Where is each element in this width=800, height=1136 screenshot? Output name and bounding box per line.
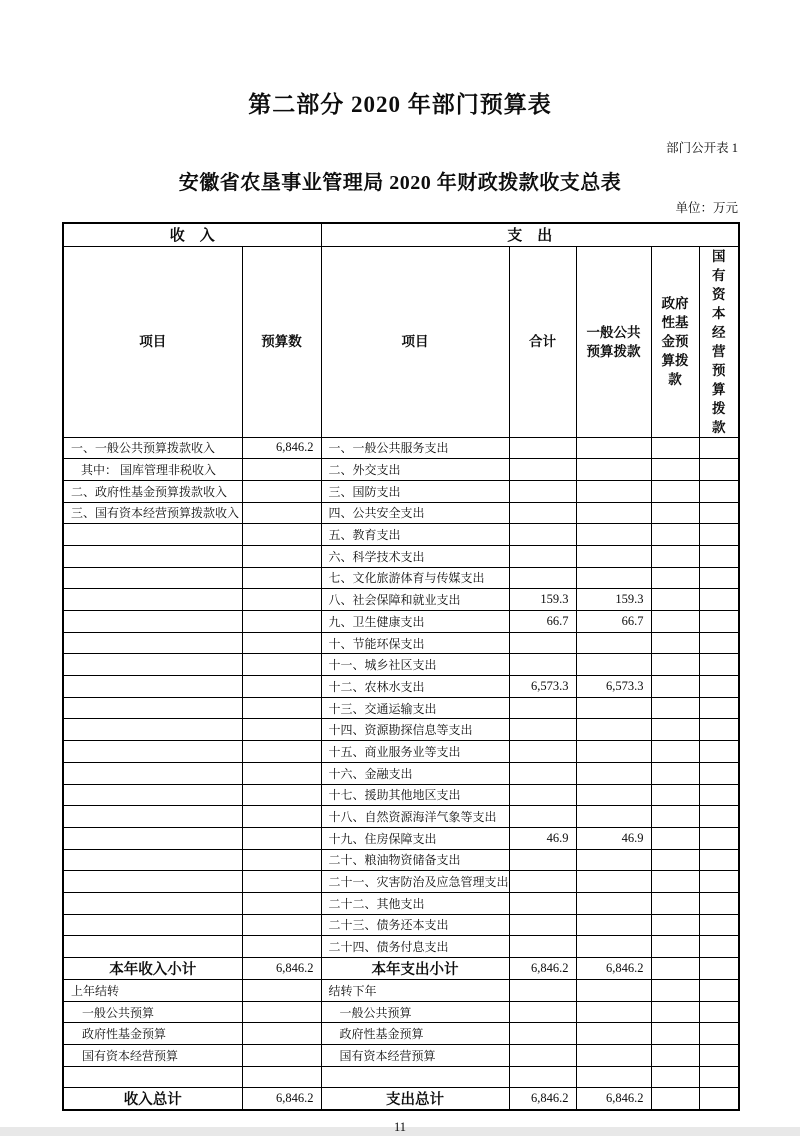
income-section-header: 收 入	[63, 223, 321, 246]
expenditure-total-cell	[509, 871, 576, 893]
expenditure-gov-fund-header: 政府性基金预算拨款	[651, 246, 699, 437]
document-content	[62, 0, 738, 1136]
income-budget-cell	[242, 589, 321, 611]
expenditure-item-cell: 十九、住房保障支出	[321, 827, 509, 849]
table-row	[63, 676, 739, 698]
income-budget-cell	[242, 676, 321, 698]
expenditure-state-capital-cell	[699, 589, 739, 611]
expenditure-gov-fund-cell	[651, 459, 699, 481]
expenditure-item-cell: 四、公共安全支出	[321, 502, 509, 524]
expenditure-gov-fund-cell	[651, 980, 699, 1002]
expenditure-state-capital-cell	[699, 871, 739, 893]
income-item-cell	[63, 567, 242, 589]
income-budget-cell: 6,846.2	[242, 437, 321, 459]
expenditure-gov-fund-cell	[651, 502, 699, 524]
expenditure-item-cell: 十三、交通运输支出	[321, 697, 509, 719]
expenditure-total-cell	[509, 936, 576, 958]
expenditure-item-cell: 二十二、其他支出	[321, 892, 509, 914]
expenditure-item-cell: 二十四、债务付息支出	[321, 936, 509, 958]
table-row	[63, 697, 739, 719]
expenditure-item-cell: 支出总计	[321, 1088, 509, 1111]
income-item-cell: 政府性基金预算	[63, 1023, 242, 1045]
expenditure-general-cell	[576, 545, 651, 567]
table-row	[63, 1066, 739, 1088]
expenditure-general-cell	[576, 871, 651, 893]
expenditure-general-cell	[576, 784, 651, 806]
expenditure-gov-fund-cell	[651, 654, 699, 676]
income-budget-cell: 6,846.2	[242, 1088, 321, 1111]
income-budget-cell	[242, 480, 321, 502]
expenditure-general-cell	[576, 502, 651, 524]
expenditure-gov-fund-cell	[651, 589, 699, 611]
expenditure-general-cell	[576, 914, 651, 936]
table-row	[63, 958, 739, 980]
expenditure-gov-fund-cell	[651, 567, 699, 589]
expenditure-item-cell: 十五、商业服务业等支出	[321, 741, 509, 763]
income-item-cell	[63, 676, 242, 698]
expenditure-total-cell	[509, 632, 576, 654]
expenditure-gov-fund-cell	[651, 827, 699, 849]
expenditure-gov-fund-cell	[651, 437, 699, 459]
income-budget-cell	[242, 1023, 321, 1045]
income-budget-cell	[242, 980, 321, 1002]
expenditure-gov-fund-cell	[651, 480, 699, 502]
expenditure-total-cell	[509, 914, 576, 936]
income-budget-cell	[242, 719, 321, 741]
expenditure-general-cell	[576, 849, 651, 871]
expenditure-total-cell	[509, 567, 576, 589]
table-row	[63, 762, 739, 784]
table-row	[63, 806, 739, 828]
expenditure-general-cell	[576, 437, 651, 459]
table-row	[63, 459, 739, 481]
expenditure-general-cell	[576, 719, 651, 741]
expenditure-state-capital-cell	[699, 1001, 739, 1023]
income-item-cell: 其中： 国库管理非税收入	[63, 459, 242, 481]
expenditure-item-cell: 结转下年	[321, 980, 509, 1002]
expenditure-gov-fund-cell	[651, 784, 699, 806]
income-budget-cell	[242, 697, 321, 719]
expenditure-total-cell	[509, 459, 576, 481]
budget-table	[62, 222, 740, 1111]
expenditure-general-cell	[576, 936, 651, 958]
expenditure-gov-fund-cell	[651, 806, 699, 828]
expenditure-state-capital-cell	[699, 437, 739, 459]
expenditure-total-cell: 6,846.2	[509, 1088, 576, 1111]
expenditure-state-capital-cell	[699, 697, 739, 719]
table-row	[63, 524, 739, 546]
expenditure-state-capital-cell	[699, 567, 739, 589]
income-item-cell	[63, 806, 242, 828]
income-budget-cell	[242, 502, 321, 524]
expenditure-general-cell	[576, 480, 651, 502]
expenditure-gov-fund-cell	[651, 1023, 699, 1045]
expenditure-item-cell: 十、节能环保支出	[321, 632, 509, 654]
expenditure-gov-fund-cell	[651, 892, 699, 914]
expenditure-gov-fund-cell	[651, 958, 699, 980]
expenditure-state-capital-cell	[699, 1045, 739, 1067]
expenditure-total-cell	[509, 1045, 576, 1067]
expenditure-total-header: 合计	[509, 246, 576, 437]
expenditure-total-cell	[509, 1001, 576, 1023]
table-label: 部门公开表 1	[666, 141, 738, 155]
income-item-cell: 三、国有资本经营预算拨款收入	[63, 502, 242, 524]
income-budget-cell	[242, 762, 321, 784]
income-item-cell: 国有资本经营预算	[63, 1045, 242, 1067]
expenditure-gov-fund-cell	[651, 697, 699, 719]
table-row	[63, 1001, 739, 1023]
income-budget-cell	[242, 849, 321, 871]
expenditure-state-capital-cell	[699, 849, 739, 871]
table-row	[63, 1045, 739, 1067]
expenditure-general-budget-header: 一般公共预算拨款	[576, 246, 651, 437]
expenditure-gov-fund-cell	[651, 936, 699, 958]
income-budget-cell	[242, 524, 321, 546]
income-budget-cell	[242, 1066, 321, 1088]
income-item-cell: 一般公共预算	[63, 1001, 242, 1023]
expenditure-gov-fund-cell	[651, 741, 699, 763]
expenditure-total-cell	[509, 784, 576, 806]
table-row	[63, 892, 739, 914]
expenditure-item-cell: 十一、城乡社区支出	[321, 654, 509, 676]
income-item-cell	[63, 871, 242, 893]
expenditure-item-cell: 十六、金融支出	[321, 762, 509, 784]
expenditure-total-cell	[509, 719, 576, 741]
income-item-header: 项目	[63, 246, 242, 437]
table-row	[63, 632, 739, 654]
expenditure-state-capital-cell	[699, 936, 739, 958]
expenditure-general-cell	[576, 459, 651, 481]
expenditure-item-cell	[321, 1066, 509, 1088]
expenditure-total-cell	[509, 980, 576, 1002]
income-item-cell	[63, 936, 242, 958]
expenditure-gov-fund-cell	[651, 632, 699, 654]
expenditure-state-capital-cell	[699, 480, 739, 502]
expenditure-general-cell	[576, 1066, 651, 1088]
expenditure-total-cell	[509, 524, 576, 546]
table-row	[63, 914, 739, 936]
income-budget-cell: 6,846.2	[242, 958, 321, 980]
table-row	[63, 611, 739, 633]
expenditure-item-cell: 一般公共预算	[321, 1001, 509, 1023]
expenditure-state-capital-cell	[699, 1023, 739, 1045]
expenditure-section-header: 支 出	[321, 223, 739, 246]
income-item-cell	[63, 1066, 242, 1088]
expenditure-gov-fund-cell	[651, 611, 699, 633]
expenditure-state-capital-cell	[699, 654, 739, 676]
expenditure-general-cell	[576, 762, 651, 784]
section-header-row	[63, 223, 739, 246]
expenditure-general-cell: 46.9	[576, 827, 651, 849]
expenditure-state-capital-header: 国有资本经营预算拨款	[699, 246, 739, 437]
expenditure-item-cell: 七、文化旅游体育与传媒支出	[321, 567, 509, 589]
expenditure-gov-fund-cell	[651, 849, 699, 871]
expenditure-gov-fund-cell	[651, 914, 699, 936]
expenditure-item-cell: 五、教育支出	[321, 524, 509, 546]
expenditure-general-cell	[576, 892, 651, 914]
income-item-cell	[63, 719, 242, 741]
expenditure-general-cell	[576, 1001, 651, 1023]
expenditure-total-cell: 46.9	[509, 827, 576, 849]
expenditure-state-capital-cell	[699, 502, 739, 524]
table-row	[63, 741, 739, 763]
expenditure-gov-fund-cell	[651, 676, 699, 698]
expenditure-general-cell	[576, 567, 651, 589]
income-item-cell	[63, 827, 242, 849]
expenditure-state-capital-cell	[699, 632, 739, 654]
income-item-cell	[63, 741, 242, 763]
page-number: 11	[393, 1120, 407, 1135]
expenditure-gov-fund-cell	[651, 524, 699, 546]
expenditure-state-capital-cell	[699, 892, 739, 914]
expenditure-state-capital-cell	[699, 459, 739, 481]
expenditure-total-cell	[509, 480, 576, 502]
expenditure-item-cell: 政府性基金预算	[321, 1023, 509, 1045]
expenditure-general-cell	[576, 741, 651, 763]
table-row	[63, 545, 739, 567]
income-item-cell	[63, 762, 242, 784]
income-budget-cell	[242, 871, 321, 893]
expenditure-item-cell: 国有资本经营预算	[321, 1045, 509, 1067]
expenditure-item-cell: 二、外交支出	[321, 459, 509, 481]
expenditure-item-cell: 一、一般公共服务支出	[321, 437, 509, 459]
expenditure-state-capital-cell	[699, 958, 739, 980]
expenditure-item-cell: 二十、粮油物资储备支出	[321, 849, 509, 871]
expenditure-general-cell	[576, 1023, 651, 1045]
expenditure-total-cell	[509, 654, 576, 676]
expenditure-total-cell	[509, 502, 576, 524]
income-item-cell	[63, 697, 242, 719]
expenditure-gov-fund-cell	[651, 1001, 699, 1023]
table-title: 安徽省农垦事业管理局 2020 年财政拨款收支总表	[178, 172, 622, 194]
expenditure-total-cell: 6,573.3	[509, 676, 576, 698]
expenditure-item-cell: 十二、农林水支出	[321, 676, 509, 698]
expenditure-state-capital-cell	[699, 980, 739, 1002]
income-item-cell	[63, 914, 242, 936]
expenditure-gov-fund-cell	[651, 1045, 699, 1067]
expenditure-state-capital-cell	[699, 784, 739, 806]
income-item-cell	[63, 892, 242, 914]
expenditure-total-cell	[509, 741, 576, 763]
income-budget-cell	[242, 654, 321, 676]
income-budget-cell	[242, 459, 321, 481]
income-item-cell: 本年收入小计	[63, 958, 242, 980]
expenditure-state-capital-cell	[699, 1066, 739, 1088]
income-budget-cell	[242, 892, 321, 914]
table-row	[63, 980, 739, 1002]
expenditure-item-cell: 六、科学技术支出	[321, 545, 509, 567]
expenditure-gov-fund-cell	[651, 719, 699, 741]
expenditure-general-cell	[576, 980, 651, 1002]
table-row	[63, 719, 739, 741]
expenditure-general-cell	[576, 806, 651, 828]
expenditure-general-cell	[576, 524, 651, 546]
income-item-cell	[63, 654, 242, 676]
expenditure-general-cell: 6,846.2	[576, 958, 651, 980]
income-item-cell	[63, 632, 242, 654]
expenditure-state-capital-cell	[699, 611, 739, 633]
expenditure-state-capital-cell	[699, 676, 739, 698]
income-budget-cell	[242, 567, 321, 589]
expenditure-total-cell	[509, 545, 576, 567]
expenditure-item-cell: 十四、资源勘探信息等支出	[321, 719, 509, 741]
income-item-cell	[63, 611, 242, 633]
expenditure-general-cell: 159.3	[576, 589, 651, 611]
expenditure-item-cell: 本年支出小计	[321, 958, 509, 980]
expenditure-gov-fund-cell	[651, 762, 699, 784]
expenditure-state-capital-cell	[699, 524, 739, 546]
income-budget-cell	[242, 936, 321, 958]
expenditure-gov-fund-cell	[651, 545, 699, 567]
expenditure-state-capital-cell	[699, 762, 739, 784]
income-budget-cell	[242, 545, 321, 567]
income-item-cell	[63, 589, 242, 611]
table-row	[63, 871, 739, 893]
income-budget-cell	[242, 827, 321, 849]
income-budget-cell	[242, 806, 321, 828]
income-item-cell: 收入总计	[63, 1088, 242, 1111]
expenditure-total-cell	[509, 849, 576, 871]
table-row	[63, 480, 739, 502]
table-row	[63, 567, 739, 589]
income-budget-cell	[242, 741, 321, 763]
income-item-cell: 二、政府性基金预算拨款收入	[63, 480, 242, 502]
income-budget-cell	[242, 914, 321, 936]
income-budget-cell	[242, 611, 321, 633]
expenditure-total-cell: 6,846.2	[509, 958, 576, 980]
expenditure-state-capital-cell	[699, 719, 739, 741]
table-row	[63, 784, 739, 806]
income-budget-header: 预算数	[242, 246, 321, 437]
income-item-cell	[63, 784, 242, 806]
expenditure-gov-fund-cell	[651, 1066, 699, 1088]
expenditure-total-cell	[509, 762, 576, 784]
expenditure-item-cell: 九、卫生健康支出	[321, 611, 509, 633]
expenditure-item-cell: 三、国防支出	[321, 480, 509, 502]
expenditure-total-cell	[509, 697, 576, 719]
table-row	[63, 654, 739, 676]
income-item-cell: 一、一般公共预算拨款收入	[63, 437, 242, 459]
expenditure-total-cell	[509, 437, 576, 459]
income-budget-cell	[242, 1045, 321, 1067]
expenditure-state-capital-cell	[699, 827, 739, 849]
expenditure-general-cell	[576, 632, 651, 654]
expenditure-item-cell: 十八、自然资源海洋气象等支出	[321, 806, 509, 828]
table-row	[63, 502, 739, 524]
unit-note: 单位：万元	[675, 201, 738, 215]
income-budget-cell	[242, 784, 321, 806]
income-item-cell: 上年结转	[63, 980, 242, 1002]
expenditure-item-cell: 二十三、债务还本支出	[321, 914, 509, 936]
expenditure-total-cell	[509, 1066, 576, 1088]
expenditure-total-cell	[509, 806, 576, 828]
income-budget-cell	[242, 1001, 321, 1023]
income-item-cell	[63, 545, 242, 567]
expenditure-gov-fund-cell	[651, 871, 699, 893]
expenditure-total-cell	[509, 892, 576, 914]
expenditure-total-cell	[509, 1023, 576, 1045]
part-title: 第二部分 2020 年部门预算表	[248, 92, 552, 117]
expenditure-general-cell: 66.7	[576, 611, 651, 633]
table-row	[63, 437, 739, 459]
expenditure-state-capital-cell	[699, 914, 739, 936]
column-header-row	[63, 246, 739, 437]
expenditure-total-cell: 159.3	[509, 589, 576, 611]
expenditure-item-header: 项目	[321, 246, 509, 437]
table-row	[63, 589, 739, 611]
table-row	[63, 936, 739, 958]
income-budget-cell	[242, 632, 321, 654]
table-row	[63, 1088, 739, 1111]
expenditure-state-capital-cell	[699, 806, 739, 828]
expenditure-total-cell: 66.7	[509, 611, 576, 633]
expenditure-general-cell	[576, 697, 651, 719]
expenditure-general-cell: 6,573.3	[576, 676, 651, 698]
table-row	[63, 849, 739, 871]
table-row	[63, 827, 739, 849]
expenditure-item-cell: 十七、援助其他地区支出	[321, 784, 509, 806]
expenditure-general-cell: 6,846.2	[576, 1088, 651, 1111]
expenditure-state-capital-cell	[699, 545, 739, 567]
income-item-cell	[63, 524, 242, 546]
expenditure-item-cell: 八、社会保障和就业支出	[321, 589, 509, 611]
expenditure-general-cell	[576, 654, 651, 676]
expenditure-state-capital-cell	[699, 1088, 739, 1111]
expenditure-gov-fund-cell	[651, 1088, 699, 1111]
income-item-cell	[63, 849, 242, 871]
expenditure-state-capital-cell	[699, 741, 739, 763]
expenditure-item-cell: 二十一、灾害防治及应急管理支出	[321, 871, 509, 893]
expenditure-general-cell	[576, 1045, 651, 1067]
table-row	[63, 1023, 739, 1045]
